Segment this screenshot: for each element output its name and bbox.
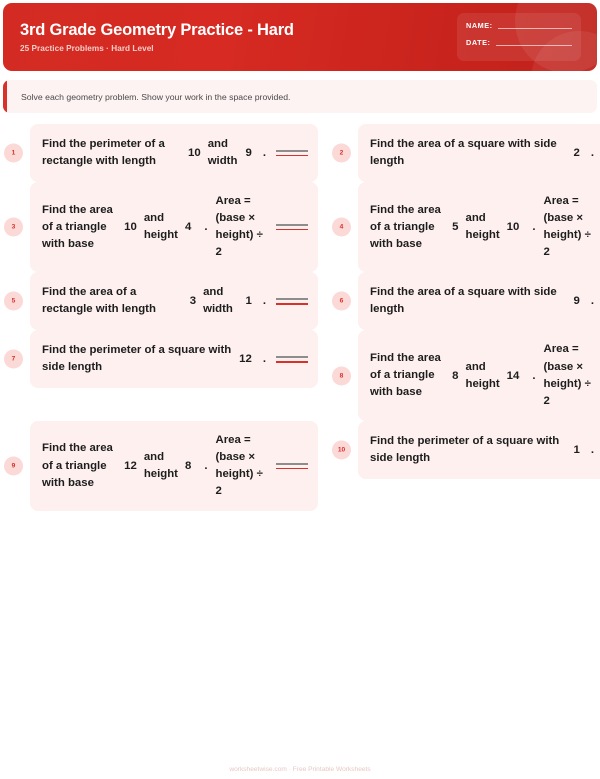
date-input-line[interactable] (496, 45, 572, 46)
problem-separator: . (262, 295, 266, 308)
problem-prompt: Find the area of a rectangle with length (42, 286, 156, 316)
page-subtitle: 25 Practice Problems · Hard Level (20, 44, 154, 54)
problem-cell (0, 124, 318, 182)
problem-card[interactable] (11, 272, 318, 330)
problem-value-1: 3 (189, 295, 197, 308)
instructions-banner (3, 80, 597, 113)
instructions-accent-bar (3, 80, 7, 113)
problem-value-1: 10 (124, 221, 137, 234)
problem-separator: . (590, 443, 594, 456)
problem-value-2: 10 (506, 221, 520, 234)
problem-value-1: 12 (239, 353, 252, 366)
problem-number-badge: 10 (332, 440, 351, 459)
answer-line-top (276, 224, 308, 226)
worksheet-header (3, 3, 597, 71)
page-title: 3rd Grade Geometry Practice - Hard (20, 20, 294, 39)
answer-blank[interactable] (276, 224, 308, 230)
answer-line-bottom (276, 229, 308, 231)
name-date-box (457, 13, 581, 61)
answer-line-bottom (276, 361, 308, 363)
problem-number-badge: 5 (4, 292, 23, 311)
date-label: DATE: (466, 38, 491, 47)
problem-connector: and width (207, 137, 238, 167)
problem-prompt: Find the perimeter of a square with side length (42, 344, 232, 374)
problem-card[interactable] (339, 272, 600, 330)
problem-value-1: 10 (188, 147, 201, 159)
problem-separator: . (590, 147, 594, 159)
problem-cell (328, 330, 600, 420)
problem-card[interactable] (339, 330, 600, 420)
problem-card[interactable] (339, 182, 600, 272)
problem-connector: and height (143, 212, 178, 242)
problem-separator: . (532, 369, 536, 382)
footer-credit: worksheetwise.com · Free Printable Worksheets (229, 766, 371, 773)
problem-formula-hint: Area = (base × height) ÷ 2 (543, 195, 591, 259)
answer-blank[interactable] (276, 298, 308, 304)
header-text-group (3, 21, 294, 54)
problem-number-badge: 6 (332, 292, 351, 311)
problem-card[interactable] (11, 330, 318, 388)
problem-cell (0, 330, 318, 388)
name-label: NAME: (466, 21, 493, 30)
problem-number-badge: 1 (4, 144, 23, 163)
problem-value-2: 14 (506, 369, 520, 382)
problem-value-1: 2 (573, 147, 580, 159)
problem-formula-hint: Area = (base × height) ÷ 2 (543, 343, 591, 407)
problem-card[interactable] (11, 421, 318, 511)
problem-value-1: 1 (573, 443, 580, 456)
answer-line-top (276, 356, 308, 358)
problem-card[interactable] (11, 124, 318, 182)
problem-connector: and height (465, 212, 500, 242)
problem-connector: and width (203, 286, 233, 316)
answer-line-top (276, 298, 308, 300)
problem-number-badge: 9 (4, 457, 23, 476)
problem-separator: . (262, 353, 266, 366)
problem-separator: . (262, 147, 266, 159)
problem-connector: and height (465, 360, 500, 390)
problem-grid (0, 124, 600, 511)
name-input-line[interactable] (498, 28, 572, 29)
problem-value-1: 5 (452, 221, 459, 234)
problem-card[interactable] (337, 421, 600, 479)
problem-cell (0, 272, 318, 330)
answer-line-top (276, 150, 308, 152)
problem-number-badge: 3 (4, 218, 23, 237)
problem-separator: . (204, 221, 208, 234)
problem-separator: . (532, 221, 536, 234)
answer-line-bottom (276, 303, 308, 305)
problem-value-1: 9 (573, 295, 580, 308)
problem-card[interactable] (11, 182, 318, 272)
answer-blank[interactable] (276, 463, 308, 469)
problem-prompt: Find the area of a square with side length (370, 137, 557, 167)
problem-formula-hint: Area = (base × height) ÷ 2 (215, 195, 263, 259)
problem-value-2: 9 (245, 147, 252, 159)
problem-number-badge: 8 (332, 366, 351, 385)
problem-cell (328, 272, 600, 330)
problem-value-1: 12 (124, 460, 137, 473)
problem-cell (328, 124, 600, 182)
problem-formula-hint: Area = (base × height) ÷ 2 (215, 433, 263, 498)
problem-prompt: Find the area of a triangle with base (370, 203, 441, 250)
instructions-text: Solve each geometry problem. Show your work in the space provided. (21, 91, 291, 102)
problem-cell (328, 182, 600, 272)
problem-number-badge: 4 (332, 218, 351, 237)
problem-card[interactable] (339, 124, 600, 182)
answer-blank[interactable] (276, 150, 308, 156)
answer-line-bottom (276, 155, 308, 157)
problem-value-2: 1 (245, 295, 252, 308)
problem-prompt: Find the area of a triangle with base (42, 203, 113, 250)
name-row (466, 21, 572, 30)
answer-blank[interactable] (276, 356, 308, 362)
problem-value-2: 4 (184, 221, 192, 234)
problem-separator: . (590, 295, 594, 308)
date-row (466, 38, 572, 47)
problem-prompt: Find the area of a triangle with base (42, 442, 113, 489)
answer-line-bottom (276, 468, 308, 470)
problem-cell (0, 182, 318, 272)
problem-prompt: Find the perimeter of a square with side length (370, 434, 560, 464)
answer-line-top (276, 463, 308, 465)
problem-number-badge: 7 (4, 350, 23, 369)
problem-prompt: Find the area of a triangle with base (370, 351, 441, 399)
problem-number-badge: 2 (332, 144, 351, 163)
problem-prompt: Find the area of a square with side length (370, 286, 557, 316)
problem-cell (328, 421, 600, 479)
problem-separator: . (204, 460, 208, 473)
problem-value-2: 8 (184, 460, 192, 473)
problem-cell (0, 421, 318, 511)
problem-value-1: 8 (452, 369, 459, 382)
problem-prompt: Find the perimeter of a rectangle with length (42, 137, 165, 167)
problem-connector: and height (143, 450, 178, 481)
